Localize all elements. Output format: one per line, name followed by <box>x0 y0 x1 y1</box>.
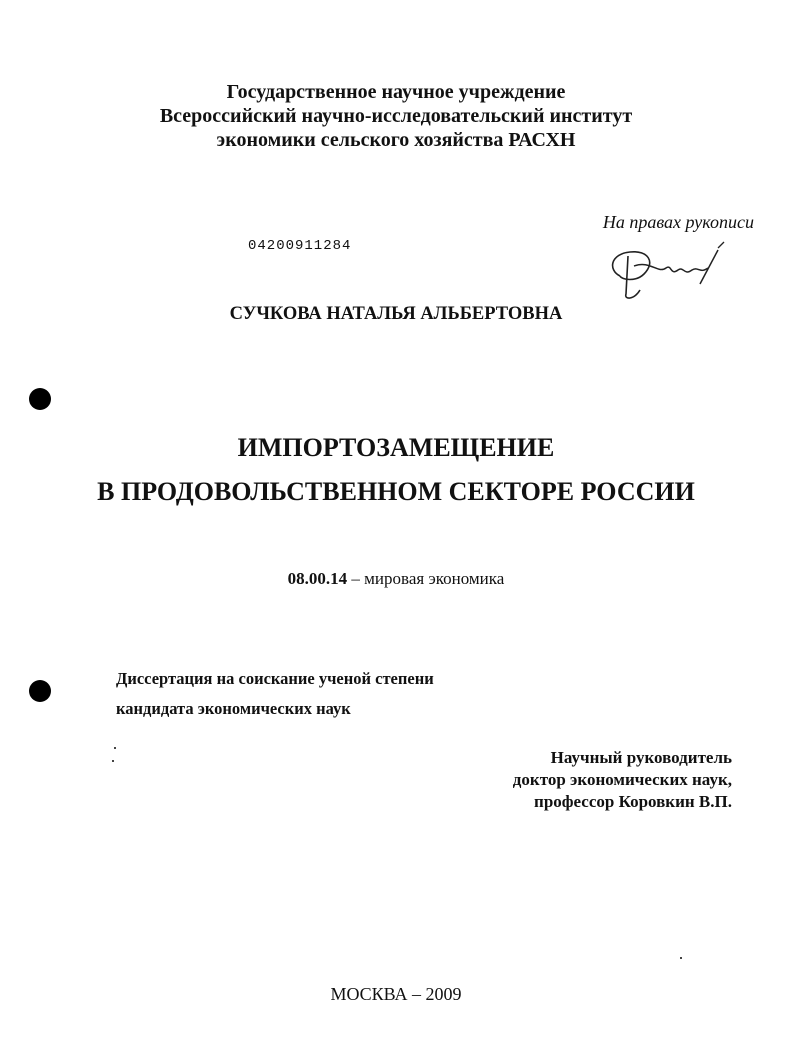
institution-line-1: Государственное научное учреждение <box>226 81 566 103</box>
title-line-1: ИМПОРТОЗАМЕЩЕНИЕ <box>237 433 555 462</box>
author-signature <box>600 240 730 304</box>
scan-speck <box>114 747 116 749</box>
supervisor-line-1: Научный руководитель <box>550 748 732 767</box>
institution-header <box>0 80 792 152</box>
supervisor-line-3: профессор Коровкин В.П. <box>534 792 732 811</box>
author-name: СУЧКОВА НАТАЛЬЯ АЛЬБЕРТОВНА <box>229 304 563 324</box>
specialty-separator: – <box>347 569 365 588</box>
institution-line-2: Всероссийский научно-исследовательский институт <box>159 105 633 127</box>
degree-line-2: кандидата экономических наук <box>116 699 351 718</box>
degree-statement <box>116 664 434 724</box>
degree-line-1: Диссертация на соискание ученой степени <box>116 669 434 688</box>
supervisor-line-2: доктор экономических наук, <box>512 770 732 789</box>
city-year: МОСКВА – 2009 <box>330 984 462 1004</box>
manuscript-note: На правах рукописи <box>602 212 754 232</box>
specialty-code: 08.00.14 <box>287 569 348 588</box>
title-line-2: В ПРОДОВОЛЬСТВЕННОМ СЕКТОРЕ РОССИИ <box>97 477 695 506</box>
scan-speck <box>112 760 114 762</box>
specialty-name: мировая экономика <box>364 569 505 588</box>
punch-hole-bottom <box>29 680 51 702</box>
institution-line-3: экономики сельского хозяйства РАСХН <box>216 129 576 151</box>
dissertation-title <box>0 426 792 514</box>
punch-hole-top <box>29 388 51 410</box>
scan-speck <box>680 957 682 959</box>
registration-code: 04200911284 <box>248 238 352 254</box>
specialty <box>0 569 792 589</box>
supervisor-block <box>513 747 732 813</box>
